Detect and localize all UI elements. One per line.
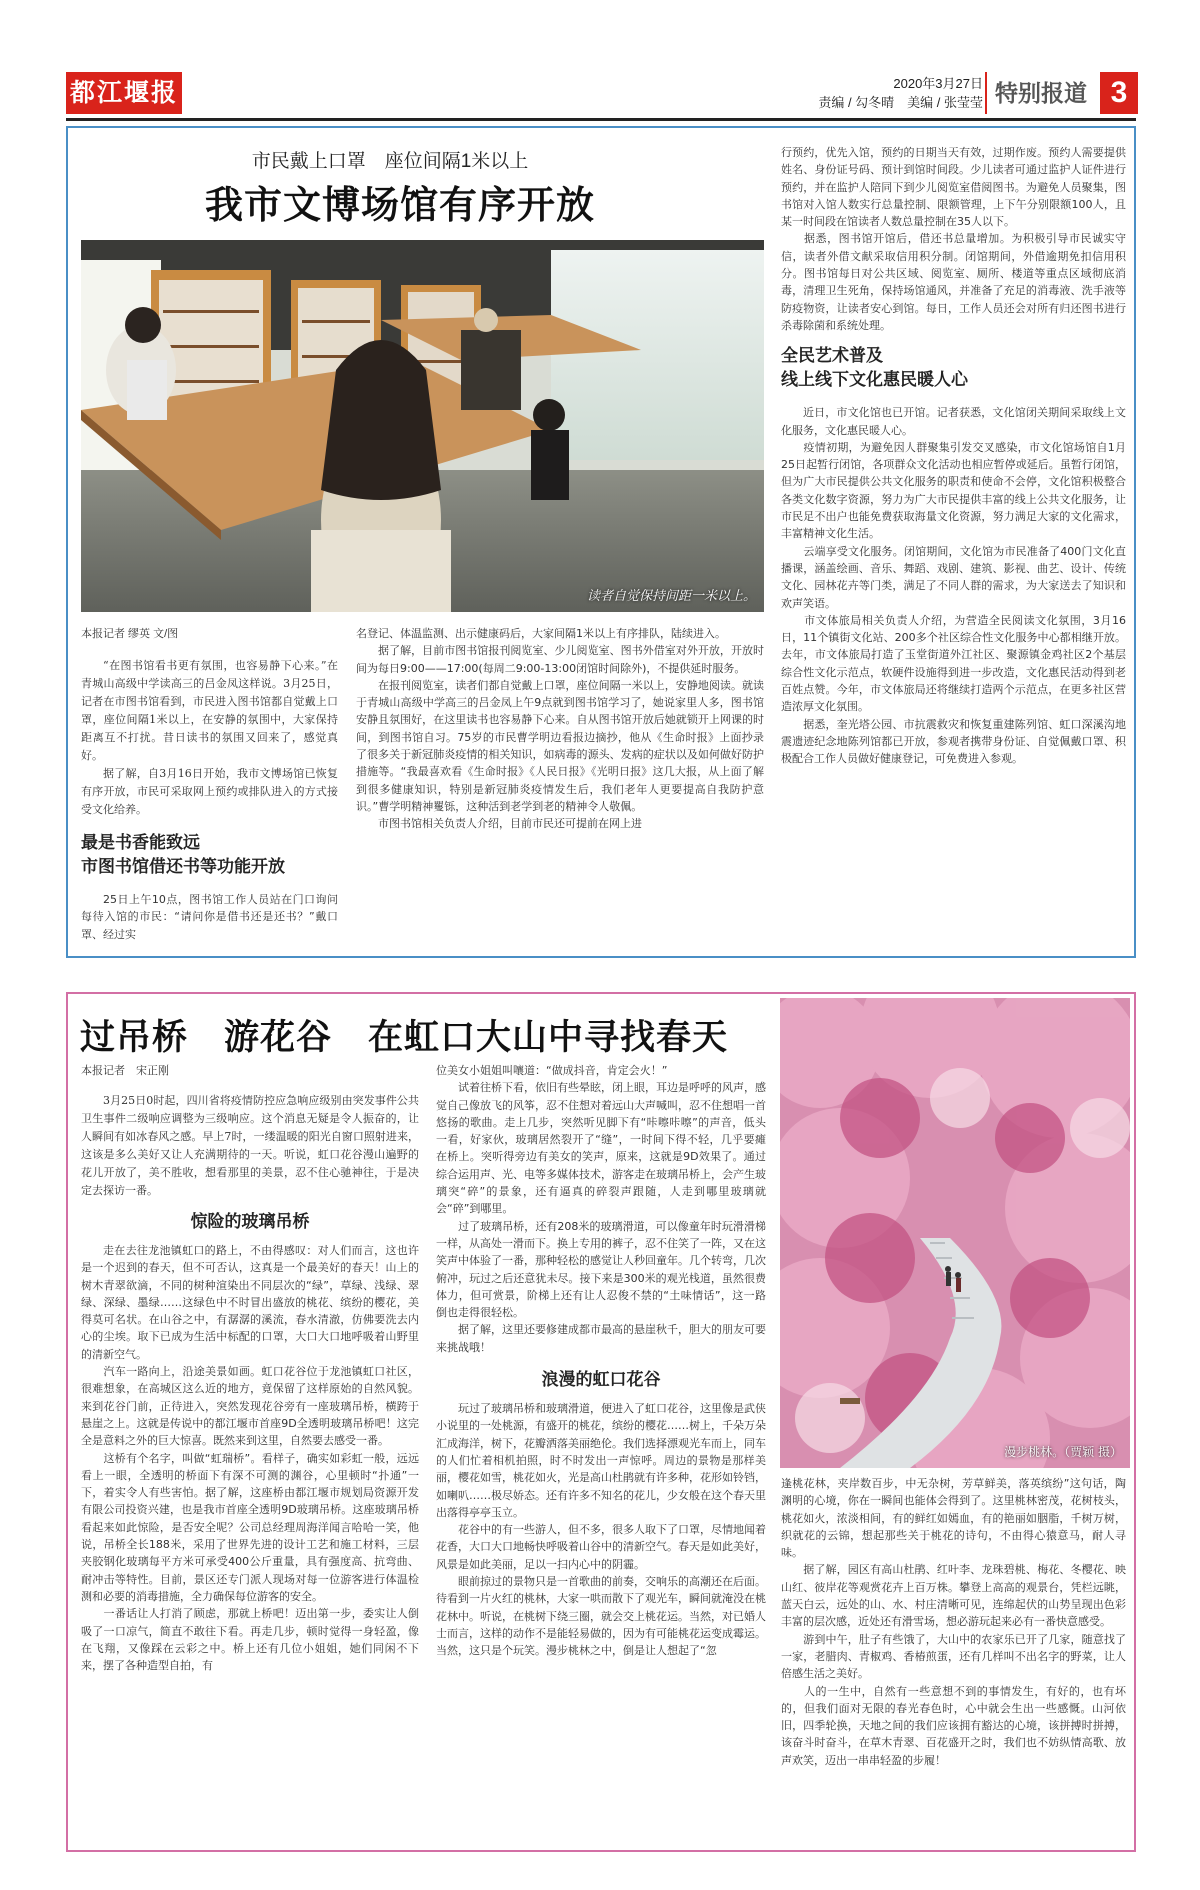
- library-photo-caption: 读者自觉保持间距一米以上。: [586, 589, 756, 604]
- issue-meta: [783, 74, 983, 112]
- article1-lead: “在图书馆看书更有氛围，也容易静下心来。”在青城山高级中学读高三的吕金凤这样说。3月25日，记者在市图书馆看到，市民进入图书馆都自觉戴上口罩，座位间隔1米以上，在安静的氛围中，大家保持距离互不打扰。昔日读书的氛围又回来了，感觉真好。: [81, 659, 338, 762]
- article1-col1-text: 25日上午10点，图书馆工作人员站在门口询问每待入馆的市民：“请问你是借书还是还书？”戴口罩、经过实: [81, 893, 338, 941]
- article1-col3-text-a: 行预约，优先入馆，预约的日期当天有效，过期作废。预约人需要提供姓名、身份证号码、预计到馆时间段。少儿读者可通过监护人证件进行预约，并在监护人陪同下到少儿阅览室借阅图书。为避免人员聚集，图书馆对入馆人数实行总量控制、限额管理，上下午分别限额100人，且某一时间段在馆读者人数总量控制在35人以下。 据悉，图书馆开馆后，借还书总量增加。为积极引导市民诚实守信，读者外借文献采取信用积分制。闭馆期间，外借逾期免扣信用积分。图书馆每日对公共区域、阅览室、厕所、楼道等重点区域彻底消毒，清理卫生死角，保持场馆通风，并准备了充足的消毒液、洗手液等防疫物资，让读者安心到馆。每日，工作人员还会对所有归还图书进行杀毒除菌和系统处理。: [781, 146, 1126, 332]
- article2-lead: 3月25日0时起，四川省将疫情防控应急响应级别由突发事件公共卫生事件二级响应调整为三级响应。这个消息无疑是令人振奋的，让人瞬间有如冰春风之感。早上7时，一缕温暖的阳光自窗口照射进来，这该是多么美好又让人充满期待的一天。听说，虹口花谷漫山遍野的花儿开放了，美不胜收，想看那里的美景，忍不住心驰神往，于是决定去探访一番。: [81, 1094, 419, 1197]
- editor-credits: 责编 / 勾冬晴 美编 / 张莹莹: [818, 95, 983, 110]
- article2-col1-text: 走在去往龙池镇虹口的路上，不由得感叹：对人们而言，这也许是一个迟到的春天，但不可否认，这真是一个最美好的春天！山上的树木青翠欲滴，不同的树种渲染出不同层次的“绿”，草绿、浅绿、翠绿、深绿、墨绿……这绿色中不时冒出盛放的桃花、缤纷的樱花，美得莫可名状。在山谷之中，有潺潺的溪流，春水清澈，仿佛要洗去内心的尘埃。取下已成为生活中标配的口罩，大口大口地呼吸着山野里的清新空气。 汽车一路向上，沿途美景如画。虹口花谷位于龙池镇虹口社区，很难想象，在高城区这么近的地方，竟保留了这样原始的自然风貌。来到花谷门前，正待进入，突然发现花谷旁有一座玻璃吊桥，横跨于悬崖之上。这就是传说中的都江堰市首座9D全透明玻璃吊桥吧！这完全是意料之外的巨大惊喜。既然来到这里，自然要去感受一番。 这桥有个名字，叫做“虹瑞桥”。看样子，确实如彩虹一般，远远看上一眼，全透明的桥面下有深不可测的渊谷，心里顿时“扑通”一下，着实令人有些害怕。据了解，这座桥由都江堰市规划局资源开发有限公司投资兴建，也是我市首座全透明9D玻璃吊桥。这座玻璃吊桥看起来如此惊险，是否安全呢？公司总经理周海洋闻言哈哈一笑，他说，吊桥全长188米，采用了世界先进的设计工艺和施工材料，三层夹胶钢化玻璃每平方米可承受400公斤重量，具有强度高、抗弯曲、耐冲击等特性。目前，景区还专门派人现场对每一位游客进行体温检测和必要的消毒措施，全力确保每位游客的安全。 一番话让人打消了顾虑，那就上桥吧！迈出第一步，委实让人倒吸了一口凉气，简直不敢往下看。再走几步，顿时觉得一身轻盈，像在飞翔，又像踩在云彩之中。桥上还有几位小姐姐，她们同闲不下来，摆了各种造型自拍，有: [81, 1244, 419, 1673]
- article1-col3-text-b: 近日，市文化馆也已开馆。记者获悉，文化馆闭关期间采取线上文化服务，文化惠民暖人心。 疫情初期，为避免因人群聚集引发交叉感染，市文化馆场馆自1月25日起暂行闭馆，各项群众文化活动也相应暂停或延后。虽暂行闭馆，但为广大市民提供公共文化服务的职责和使命不会停，文化馆积极整合各类文化数字资源，努力为广大市民提供丰富的线上公共文化服务，让市民足不出户也能免费获取海量文化资源，努力满足大家的文化需求，丰富精神文化生活。 云端享受文化服务。闭馆期间，文化馆为市民准备了400门文化直播课，涵盖绘画、音乐、舞蹈、戏剧、建筑、影视、曲艺、设计、传统文化、园林花卉等门类，满足了不同人群的需求，为大家送去了知识和欢声笑语。 市文体旅局相关负责人介绍，为营造全民阅读文化氛围，3月16日，11个镇街文化站、200多个社区综合性文化服务中心都相继开放。去年，市文体旅局打造了玉堂街道外江社区、聚源镇金鸡社区2个基层综合性文化示范点，软硬件设施得到进一步改造，文化惠民活动得到老百姓点赞。今年，市文体旅局还将继续打造两个示范点，在更多社区营造浓厚文化氛围。 据悉，奎光塔公园、市抗震救灾和恢复重建陈列馆、虹口深溪沟地震遗迹纪念地陈列馆都已开放，参观者携带身份证、自觉佩戴口罩、积极配合工作人员做好健康登记，可免费进入参观。: [781, 406, 1126, 766]
- article1-subhead-2: 全民艺术普及 线上线下文化惠民暖人心: [781, 346, 968, 390]
- flower-valley-illustration: [780, 998, 1130, 1468]
- flower-photo-caption: 漫步桃林。（贾颖 摄）: [1004, 1445, 1122, 1459]
- article1-kicker: 市民戴上口罩 座位间隔1米以上: [251, 151, 529, 172]
- article1-lead-2: 据了解，自3月16日开始，我市文博场馆已恢复有序开放，市民可采取网上预约或排队进入的方式接受文化给养。: [81, 767, 338, 816]
- page-header: [0, 0, 1200, 130]
- issue-date: 2020年3月27日: [893, 76, 983, 91]
- header-rule: [66, 118, 1136, 121]
- article2-byline: 本报记者 宋正刚: [81, 1065, 169, 1077]
- article2-subhead-2: 浪漫的虹口花谷: [541, 1370, 661, 1390]
- page-number: 3: [1100, 72, 1138, 114]
- article2-headline: 过吊桥 游花谷 在虹口大山中寻找春天: [80, 1017, 729, 1058]
- flower-valley-photo: [780, 998, 1130, 1468]
- article1-column-3: [781, 144, 1126, 950]
- article1-byline: 本报记者 缪英 文/图: [81, 628, 179, 640]
- article1-column-2: 名登记、体温监测、出示健康码后，大家间隔1米以上有序排队，陆续进入。 据了解，目前市图书馆报刊阅览室、少儿阅览室、图书外借室对外开放，开放时间为每日9:00——17:00(每周二9:00-13:00闭馆时间除外)，不提供延时服务。 在报刊阅览室，读者们都自觉戴上口罩，座位间隔一米以上，安静地阅读。就读于青城山高级中学高三的吕金凤上午9点就到图书馆学习了，她说家里人多，图书馆安静且氛围好，在这里读书也容易静下心来。自从图书馆开放后她就锁开上网课的时间，到图书馆自习。75岁的市民曹学明边看报边摘抄，他从《生命时报》上面抄录了很多关于新冠肺炎疫情的相关知识，如病毒的源头、发病的症状以及如何做好防护措施等。“我最喜欢看《生命时报》《人民日报》《光明日报》这几大报，从上面了解到很多健康知识，特别是新冠肺炎疫情发生后，我们老年人更要提高自我防护意识。”曹学明精神矍铄，这种活到老学到老的精神令人敬佩。 市图书馆相关负责人介绍，目前市民还可提前在网上进: [356, 627, 764, 831]
- article1-subhead-1: 最是书香能致远 市图书馆借还书等功能开放: [81, 833, 285, 876]
- library-scene-illustration: [81, 240, 764, 612]
- article1-column-1: [81, 625, 338, 950]
- section-title: 特别报道: [985, 72, 1095, 114]
- article2-column-3: 逢桃花林，夹岸数百步，中无杂树，芳草鲜美，落英缤纷”这句话，陶渊明的心境，你在一瞬间也能体会得到了。这里桃林密茂，花树枝头，桃花如火，浓淡相间，有的鲜红如嫣血，有的艳丽如胭脂，千树万树，织就花的云锦，想起那些关于桃花的诗句，不由得心猿意马，耐人寻味。 据了解，园区有高山杜鹃、红叶李、龙珠碧桃、梅花、冬樱花、映山红、彼岸花等观赏花卉上百万株。攀登上高高的观景台，凭栏远眺，蓝天白云，远处的山、水、村庄清晰可见，连绵起伏的山势呈现出色彩丰富的层次感，近处还有滑雪场，想必游玩起来必有一番快意感受。 游到中午，肚子有些饿了，大山中的农家乐已开了几家，随意找了一家，老腊肉、青椒鸡、香椿煎蛋，还有几样叫不出名字的野菜，让人倍感生活之美好。 人的一生中，自然有一些意想不到的事情发生，有好的，也有坏的，但我们面对无限的春光春色时，心中就会生出一些感慨。山河依旧，四季轮换，天地之间的我们应该拥有豁达的心境，该拼搏时拼搏，该奋斗时奋斗，在草木青翠、百花盛开之时，我们也不妨纵情高歌、放声欢笑，迈出一串串轻盈的步履！: [781, 1477, 1126, 1767]
- article2-col2-text-a: 位美女小姐姐叫嚷道：“做成抖音，肯定会火！” 试着往桥下看，依旧有些晕眩，闭上眼，耳边是呼呼的风声，感觉自己像放飞的风筝，忍不住想对着远山大声喊叫，忍不住想唱一首悠扬的歌曲。走上几步，突然听见脚下有“咔嚓咔嚓”的声音，低头一看，好家伙，玻璃居然裂开了“缝”，一时间下得不轻，几乎要瘫在桥上。突听得旁边有美女的笑声，原来，这就是9D效果了。通过综合运用声、光、电等多媒体技术，游客走在玻璃吊桥上，会产生玻璃突“碎”的景象，还有逼真的碎裂声跟随，人走到哪里玻璃就会“碎”到哪里。 过了玻璃吊桥，还有208米的玻璃滑道，可以像童年时玩滑滑梯一样，从高处一滑而下。换上专用的裤子，忍不住笑了一阵，又在这笑声中体验了一番，那种轻松的感觉让人秒回童年。几个转弯，几次俯冲，玩过之后还意犹未尽。接下来是300米的观光栈道，虽然很费体力，但可赏景，阶梯上还有让人忍俊不禁的“土味情话”，这一路倒也走得很轻松。 据了解，这里还要修建成都市最高的悬崖秋千，胆大的朋友可要来挑战哦！: [436, 1064, 766, 1354]
- article2-column-1: [81, 1062, 419, 1842]
- article2-subhead-1: 惊险的玻璃吊桥: [190, 1212, 310, 1231]
- article2-col2-text-b: 玩过了玻璃吊桥和玻璃滑道，便进入了虹口花谷，这里像是武侠小说里的一处桃源，有盛开的桃花，缤纷的樱花……树上，千朵万朵汇成海洋，树下，花瓣洒落美丽绝伦。我们选择漂观光车而上，同车的人们忙着相机拍照，时不时发出一声惊呼。周边的景物是那样美丽，樱花如雪，桃花如火，光是高山杜鹃就有许多种，花形如铃铛，如喇叭……极尽娇态。还有许多不知名的花儿，少女般在这个春天里出落得亭亭玉立。 花谷中的有一些游人，但不多，很多人取下了口罩，尽情地闻着花香，大口大口地畅快呼吸着山谷中的清新空气。春天是如此美好，风景是如此美丽，足以一扫内心中的阴霾。 眼前掠过的景物只是一首歌曲的前奏，交响乐的高潮还在后面。待看到一片火红的桃林，大家一哄而散下了观光车，瞬间就淹没在桃花林中。听说，在桃树下绕三圈，就会交上桃花运。当然，对已婚人士而言，这样的动作不是能轻易做的，因为有可能桃花运变成霉运。当然，这只是个玩笑。漫步桃林之中，倒是让人想起了“忽: [436, 1402, 766, 1658]
- newspaper-logo: 都江堰报: [66, 72, 182, 114]
- article1-headline: 我市文博场馆有序开放: [204, 182, 595, 227]
- library-photo: [81, 240, 764, 612]
- article2-column-2: [436, 1062, 766, 1842]
